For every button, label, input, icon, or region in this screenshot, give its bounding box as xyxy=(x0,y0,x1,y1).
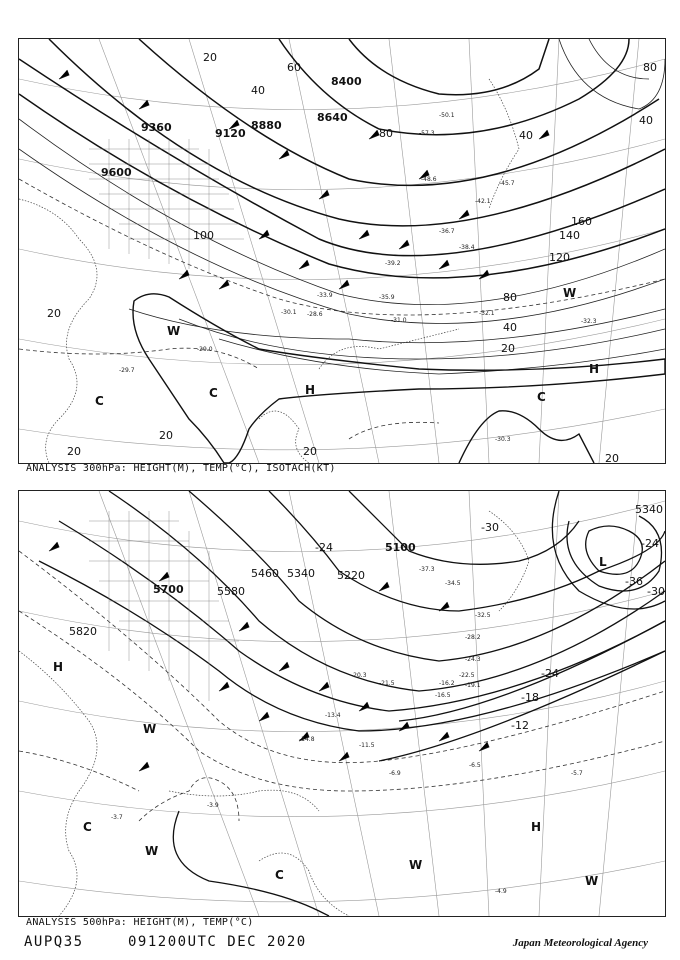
height-label: 5580 xyxy=(217,585,245,598)
station-temp: -34.5 xyxy=(445,580,461,587)
station-temp: -28.2 xyxy=(465,634,481,641)
station-temp: -11.5 xyxy=(359,742,375,749)
isotach-label: 160 xyxy=(571,215,592,228)
isotach-label: 20 xyxy=(605,452,619,463)
panel-caption-300hpa: ANALYSIS 300hPa: HEIGHT(M), TEMP(°C), ISOTACH(KT) xyxy=(26,463,336,474)
station-temp: -50.1 xyxy=(439,112,455,119)
station-temp: -16.5 xyxy=(435,692,451,699)
height-label: 5340 xyxy=(287,567,315,580)
chart-code: AUPQ35 xyxy=(24,934,84,950)
station-temp: -42.1 xyxy=(475,198,491,205)
temp-label: -30 xyxy=(647,585,665,598)
pressure-system: C xyxy=(537,390,546,404)
map-panel-300hpa xyxy=(18,38,666,464)
station-temp: -3.9 xyxy=(207,802,219,809)
station-temp: -30.3 xyxy=(495,436,511,443)
isotach-label: 60 xyxy=(287,61,301,74)
station-temp: -33.9 xyxy=(317,292,333,299)
pressure-system: W xyxy=(167,324,181,338)
isotach-label: 20 xyxy=(47,307,61,320)
height-label: 5340 xyxy=(635,503,663,516)
isotach-closed-region-2 xyxy=(459,411,594,463)
station-temp: -36.7 xyxy=(439,228,455,235)
station-temp: -35.9 xyxy=(379,294,395,301)
station-temp: -37.3 xyxy=(419,566,435,573)
panel-caption-500hpa: ANALYSIS 500hPa: HEIGHT(M), TEMP(°C) xyxy=(26,917,254,928)
height-label: 5820 xyxy=(69,625,97,638)
isotach-label: 20 xyxy=(501,342,515,355)
isotach-label: 140 xyxy=(559,229,580,242)
station-temp: -6.5 xyxy=(469,762,481,769)
pressure-system: C xyxy=(275,868,284,882)
pressure-system: H xyxy=(305,383,316,397)
station-temp: -31.0 xyxy=(391,317,407,324)
pressure-system: W xyxy=(585,874,599,888)
station-temp: -19.1 xyxy=(465,682,481,689)
agency-name: Japan Meteorological Agency xyxy=(512,937,648,949)
latlon-grid xyxy=(19,491,665,916)
hatched-area xyxy=(89,511,239,701)
station-temp: -28.6 xyxy=(307,311,323,318)
isotach-label: 40 xyxy=(503,321,517,334)
pressure-system: H xyxy=(53,660,64,674)
isotach-label: 120 xyxy=(549,251,570,264)
isotach-label: 40 xyxy=(251,84,265,97)
station-temp: -20.3 xyxy=(351,672,367,679)
station-temp: -39.2 xyxy=(385,260,401,267)
height-label: 5100 xyxy=(385,541,416,554)
pressure-system: L xyxy=(599,555,607,569)
map-300hpa-svg xyxy=(19,39,665,463)
map-panel-500hpa xyxy=(18,490,666,917)
map-500hpa-svg xyxy=(19,491,665,916)
height-label: 9120 xyxy=(215,127,246,140)
station-temp: -22.5 xyxy=(459,672,475,679)
isotherms xyxy=(19,179,665,439)
temp-label: -36 xyxy=(625,575,643,588)
station-temp: -4.9 xyxy=(495,888,507,895)
pressure-system: C xyxy=(83,820,92,834)
station-temp: -16.2 xyxy=(439,680,455,687)
station-temp: -57.3 xyxy=(419,130,435,137)
pressure-system: W xyxy=(409,858,423,872)
station-temp: -48.6 xyxy=(421,176,437,183)
height-label: 8640 xyxy=(317,111,348,124)
station-temp: -29.7 xyxy=(119,367,135,374)
isotach-label: 100 xyxy=(193,229,214,242)
height-label: 9600 xyxy=(101,166,132,179)
pressure-system: W xyxy=(145,844,159,858)
height-label: 5700 xyxy=(153,583,184,596)
height-label: 5220 xyxy=(337,569,365,582)
temp-label: -24 xyxy=(541,667,559,680)
isotach-label: 40 xyxy=(519,129,533,142)
station-temp: -45.7 xyxy=(499,180,515,187)
height-label: 9360 xyxy=(141,121,172,134)
isotach-label: 80 xyxy=(503,291,517,304)
station-temp: -30.1 xyxy=(281,309,297,316)
station-temp: -32.1 xyxy=(479,310,495,317)
temp-label: -12 xyxy=(511,719,529,732)
station-temp: -3.7 xyxy=(111,814,123,821)
isotach-label: 80 xyxy=(643,61,657,74)
station-temp: -32.5 xyxy=(475,612,491,619)
temp-label: -24 xyxy=(315,541,333,554)
station-temp: -32.3 xyxy=(581,318,597,325)
pressure-system: H xyxy=(531,820,542,834)
station-temp: -6.9 xyxy=(389,770,401,777)
isotach-label: 20 xyxy=(203,51,217,64)
station-temp: -29.0 xyxy=(197,346,213,353)
pressure-system: C xyxy=(209,386,218,400)
isotach-label: 80 xyxy=(379,127,393,140)
chart-time: 091200UTC DEC 2020 xyxy=(128,934,307,950)
pressure-system: W xyxy=(563,286,577,300)
height-label: 8400 xyxy=(331,75,362,88)
isotach-label: 20 xyxy=(159,429,173,442)
height-label: 5460 xyxy=(251,567,279,580)
isotach-label: 20 xyxy=(303,445,317,458)
pressure-system: H xyxy=(589,362,600,376)
isotach-label: 20 xyxy=(67,445,81,458)
station-temp: -14.8 xyxy=(299,736,315,743)
height-label: 8880 xyxy=(251,119,282,132)
station-temp: -13.4 xyxy=(325,712,341,719)
pressure-system: C xyxy=(95,394,104,408)
station-temp: -21.5 xyxy=(379,680,395,687)
station-temp: -5.7 xyxy=(571,770,583,777)
temp-label: -24 xyxy=(641,537,659,550)
station-temp: -24.3 xyxy=(465,656,481,663)
isotach-contours xyxy=(19,39,665,374)
hatched-area xyxy=(89,139,244,274)
pressure-system: W xyxy=(143,722,157,736)
temp-label: -30 xyxy=(481,521,499,534)
station-temp: -38.4 xyxy=(459,244,475,251)
temp-label: -18 xyxy=(521,691,539,704)
isotach-label: 40 xyxy=(639,114,653,127)
coastline xyxy=(19,79,519,463)
isotherms xyxy=(19,551,665,821)
